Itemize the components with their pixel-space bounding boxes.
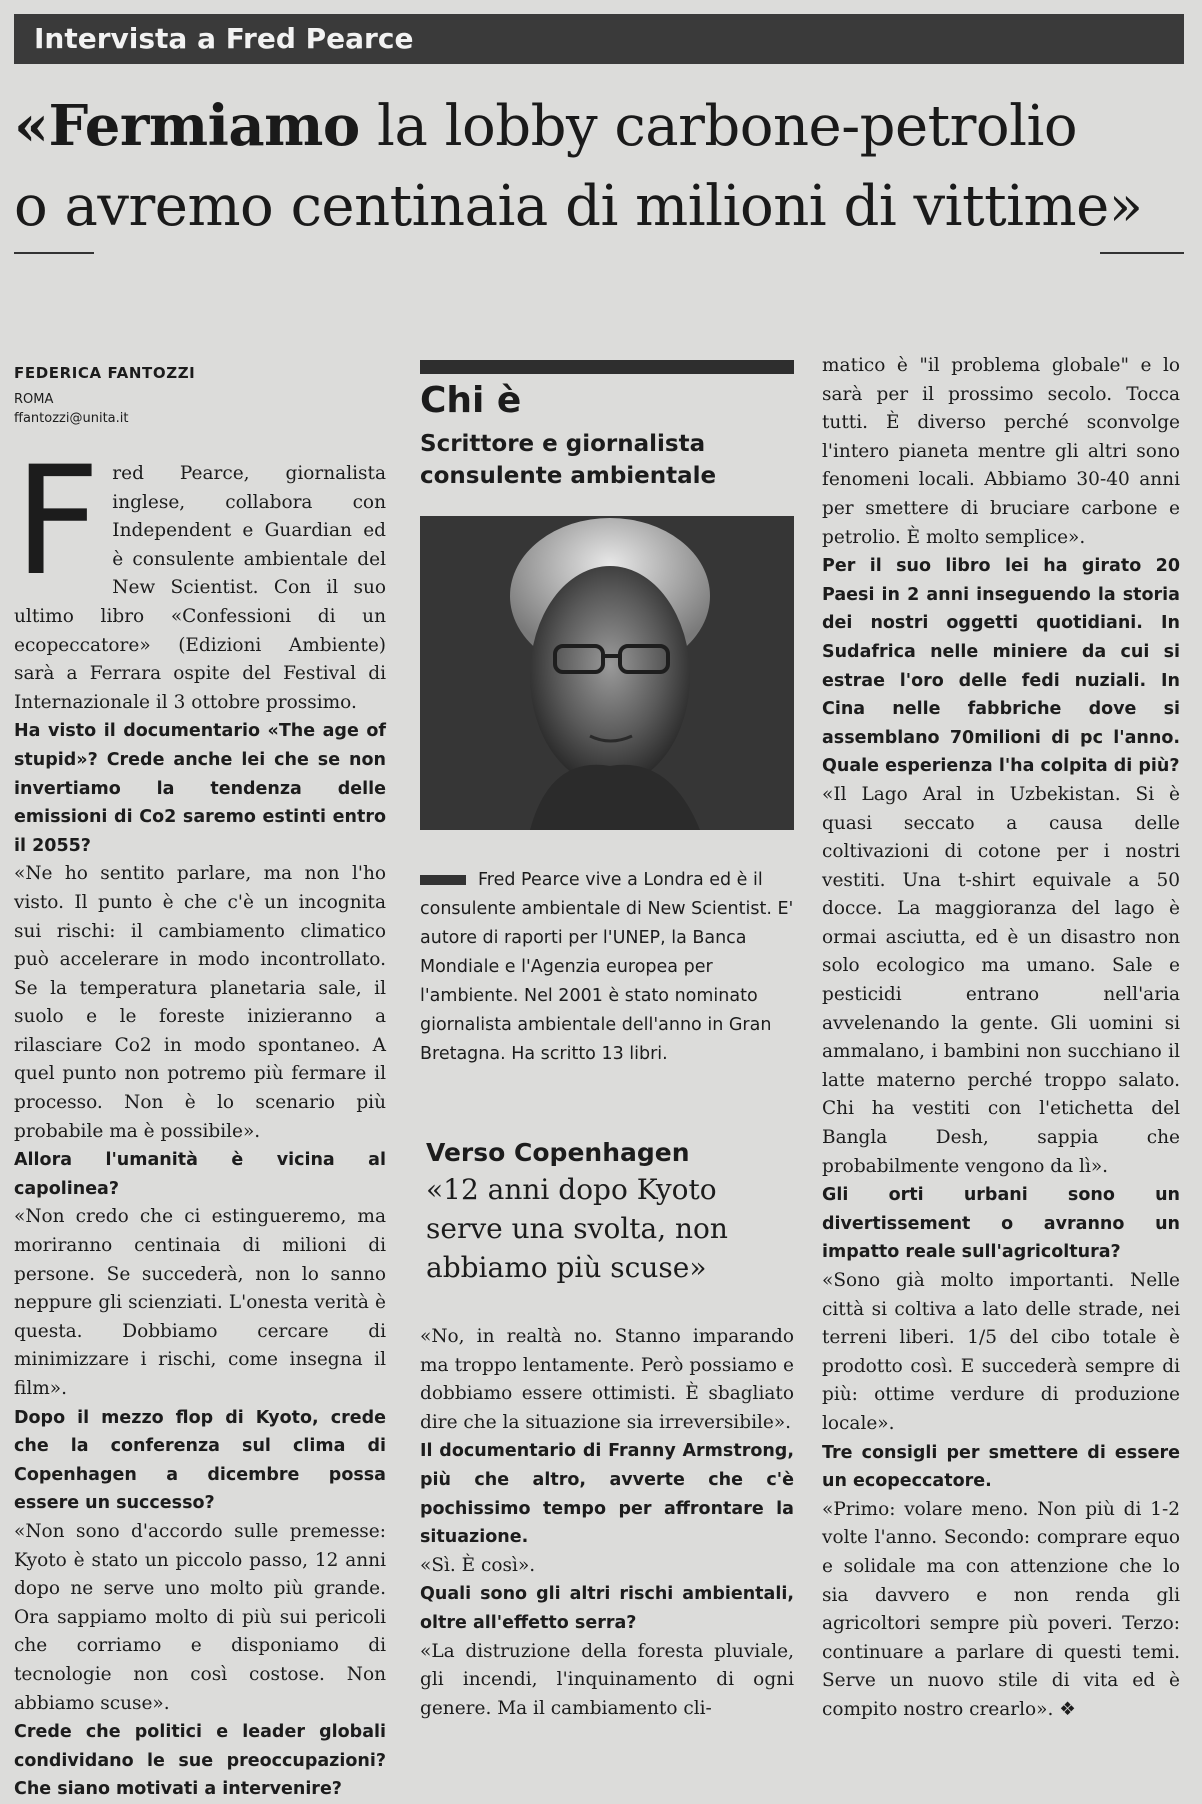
answer-3: «Non sono d'accordo sulle premesse: Kyoto è stato un piccolo passo, 12 anni dopo ne serve uno molto più grande. Ora sappiamo molto di più sui pericoli che corriamo e disponiamo di tecnologie non così costose. Non abbiamo scuse». [14, 1520, 386, 1714]
question-9: Tre consigli per smettere di essere un ecopeccatore. [822, 1442, 1180, 1492]
answer-7: «Il Lago Aral in Uzbekistan. Si è quasi seccato a causa delle coltivazioni di cotone per i nostri vestiti. Una t-shirt equivale a 50 docce. La maggioranza del lago è ormai asciutta, ed è un disastro non solo ecologico ma umano. Sale e pesticidi entrano nell'aria avvelenando la gente. Gli uomini si ammalano, i bambini non succhiano il latte materno perché troppo salato. Chi ha vestiti con l'etichetta del Bangla Desh, sappia che probabilmente vengono da lì». [822, 783, 1180, 1177]
question-2: Allora l'umanità è vicina al capolinea? [14, 1150, 386, 1199]
question-4: Crede che politici e leader globali condividano le sue preoccupazioni? Che siano motivati a intervenire? [14, 1722, 386, 1800]
section-kicker: Intervista a Fred Pearce [14, 14, 1184, 64]
box-title: Chi è [420, 380, 522, 421]
portrait-image [420, 516, 794, 830]
question-8: Gli orti urbani sono un divertissement o avranno un impatto reale sull'agricoltura? [822, 1185, 1180, 1263]
subhead-title: Verso Copenhagen [426, 1138, 690, 1167]
headline-rule-left [14, 252, 94, 254]
author-email: ffantozzi@unita.it [14, 411, 129, 426]
dateline: ROMA [14, 392, 54, 407]
column-1 [14, 435, 386, 1804]
question-7: Per il suo libro lei ha girato 20 Paesi in 2 anni inseguendo la storia dei nostri oggetti quotidiani. In Sudafrica nelle miniere da cui si estrae l'oro delle fedi nuziali. In Cina nelle fabbriche dove si assemblano 70milioni di pc l'anno. Quale esperienza l'ha colpita di più? [822, 556, 1180, 777]
column-2 [420, 1323, 794, 1723]
answer-5: «Sì. È così». [420, 1554, 536, 1576]
question-6: Quali sono gli altri rischi ambientali, oltre all'effetto serra? [420, 1584, 794, 1633]
headline-rule-right [1100, 252, 1184, 254]
photo-caption [420, 866, 800, 1069]
caption-marker [420, 875, 466, 885]
column-3 [822, 352, 1180, 1725]
box-subtitle: Scrittore e giornalista consulente ambientale [420, 431, 717, 489]
answer-2: «Non credo che ci estingueremo, ma moriranno centinaia di milioni di persone. Se succederà, non lo sanno neppure gli scienziati. L'onesta verità è questa. Dobbiamo cercare di minimizzare i rischi, come insegna il film». [14, 1206, 386, 1399]
headline-bold: «Fermiamo [14, 93, 360, 159]
author-name: FEDERICA FANTOZZI [14, 364, 196, 382]
intro-text: red Pearce, giornalista inglese, collabora con Independent e Guardian ed è consulente ambientale del New Scientist. Con il suo ultimo libro «Confessioni di un ecopeccatore» (Edizioni Ambiente) sarà a Ferrara ospite del Festival di Internazionale il 3 ottobre prossimo. [14, 463, 386, 713]
headline [14, 86, 1184, 247]
subhead-quote: «12 anni dopo Kyoto serve una svolta, non abbiamo più scuse» [426, 1173, 728, 1284]
portrait-photo [420, 516, 794, 830]
headline-line2: o avremo centinaia di milioni di vittime» [14, 174, 1143, 239]
answer-6-continued: matico è "il problema globale" e lo sarà per il prossimo secolo. Tocca tutti. È diverso perché sconvolge l'intero pianeta mentre gli altri sono fenomeni locali. Abbiamo 30-40 anni per smettere di bruciare carbone e petrolio. È molto semplice». [822, 355, 1180, 548]
answer-8: «Sono già molto importanti. Nelle città si coltiva a lato delle strade, nei terreni liberi. 1/5 del cibo totale è prodotto così. E succederà sempre di più: ottime verdure di produzione locale». [822, 1270, 1180, 1434]
byline [14, 364, 195, 426]
question-1: Ha visto il documentario «The age of stupid»? Crede anche lei che se non invertiamo la tendenza delle emissioni di Co2 saremo estinti entro il 2055? [14, 721, 386, 856]
question-5: Il documentario di Franny Armstrong, più che altro, avverte che c'è pochissimo tempo per affrontare la situazione. [420, 1441, 794, 1548]
caption-text: Fred Pearce vive a Londra ed è il consulente ambientale di New Scientist. E' autore di raporti per l'UNEP, la Banca Mondiale e l'Agenzia europea per l'ambiente. Nel 2001 è stato nominato giornalista ambientale dell'anno in Gran Bretagna. Ha scritto 13 libri. [420, 870, 794, 1064]
intro-paragraph [14, 435, 386, 717]
answer-4: «No, in realtà no. Stanno imparando ma troppo lentamente. Però possiamo e dobbiamo essere ottimisti. È sbagliato dire che la situazione sia irreversibile». [420, 1326, 794, 1433]
answer-9: «Primo: volare meno. Non più di 1-2 volte l'anno. Secondo: comprare equo e solidale ma con attenzione che lo sia davvero e non renda gli agricoltori sempre più poveri. Terzo: continuare a parlare di questi temi. Serve un nuovo stile di vita ed è compito nostro crearlo». ❖ [822, 1498, 1180, 1720]
box-rule [420, 360, 794, 374]
answer-6: «La distruzione della foresta pluviale, gli incendi, l'inquinamento di ogni genere. Ma il cambiamento cli- [420, 1640, 794, 1719]
question-3: Dopo il mezzo flop di Kyoto, crede che la conferenza sul clima di Copenhagen a dicembre possa essere un successo? [14, 1407, 386, 1514]
answer-1: «Ne ho sentito parlare, ma non l'ho visto. Il punto è che c'è un incognita sui rischi: il cambiamento climatico può accelerare in modo incontrollato. Se la temperatura planetaria sale, il suolo e le foreste inizieranno a rilasciare Co2 in modo spontaneo. A quel punto non potremo più fermare il processo. Non è lo scenario più probabile ma è possibile». [14, 863, 386, 1142]
headline-line1: la lobby carbone-petrolio [359, 94, 1078, 159]
drop-cap: F [14, 435, 101, 609]
